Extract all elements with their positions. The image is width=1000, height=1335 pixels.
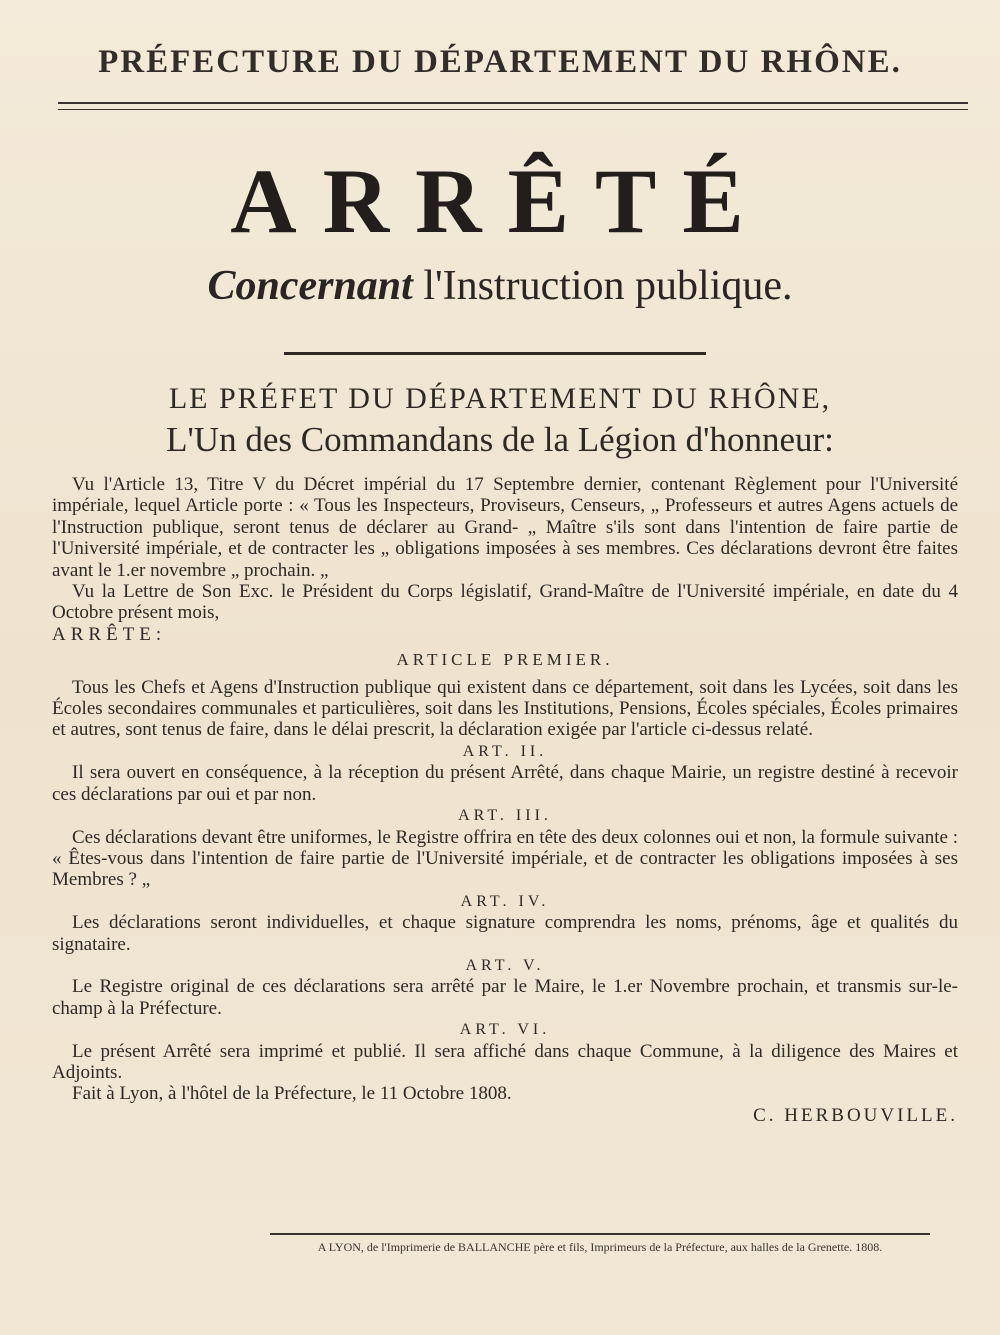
article-2-heading: ART. II.: [462, 742, 548, 760]
closing-line: Fait à Lyon, à l'hôtel de la Préfecture, le 11 Octobre 1808.: [72, 1083, 512, 1105]
article-4-text: Les déclarations seront individuelles, et chaque signature comprendra les noms, prénoms, âge et qualités du signataire.: [52, 912, 958, 955]
article-6-text: Le présent Arrêté sera imprimé et publié. Il sera affiché dans chaque Commune, à la diligence des Maires et Adjoints.: [52, 1040, 958, 1083]
subtitle-italic: Concernant: [207, 263, 413, 309]
article-1-heading: ARTICLE PREMIER.: [396, 650, 614, 670]
preamble-paragraph-2: Vu la Lettre de Son Exc. le Président du Corps législatif, Grand-Maître de l'Université impériale, en date du 4 Octobre présent mois,: [52, 581, 958, 624]
prefecture-header: PRÉFECTURE DU DÉPARTEMENT DU RHÔNE.: [98, 44, 902, 80]
preamble-paragraph-1: Vu l'Article 13, Titre V du Décret impérial du 17 Septembre dernier, contenant Règlement pour l'Université impériale, lequel Article porte : « Tous les Inspecteurs, Proviseurs, Censeurs, „ Professeurs et autres Agens actuels de l'Instruction publique, seront tenus de déclarer au Grand- „ Maître s'ils sont dans l'intention de faire partie de l'Université impériale, et de contracter les „ obligations imposées à ses membres. Ces déclarations devront être faites avant le 1.er novembre „ prochain. „: [52, 474, 958, 581]
article-6-heading: ART. VI.: [459, 1021, 551, 1039]
prefet-line: LE PRÉFET DU DÉPARTEMENT DU RHÔNE,: [168, 382, 832, 415]
article-3-heading: ART. III.: [458, 807, 552, 825]
decree-body: [52, 474, 958, 1126]
arrete-word: ARRÊTE:: [52, 623, 167, 645]
article-4-heading: ART. IV.: [460, 892, 550, 910]
footer-rule: [270, 1233, 930, 1235]
article-3-text: Ces déclarations devant être uniformes, le Registre offrira en tête des deux colonnes oui et non, la formule suivante : « Êtes-vous dans l'intention de faire partie de l'Université impériale, et de contracter les obligations imposées à ses Membres ? „: [52, 826, 958, 891]
article-5-heading: ART. V.: [465, 956, 545, 974]
article-2-text: Il sera ouvert en conséquence, à la réception du présent Arrêté, dans chaque Mairie, un registre destiné à recevoir ces déclarations par oui et par non.: [52, 762, 958, 805]
article-5-text: Le Registre original de ces déclarations sera arrêté par le Maire, le 1.er Novembre prochain, et transmis sur-le-champ à la Préfecture.: [52, 976, 958, 1019]
arrete-title: ARRÊTÉ: [230, 150, 770, 252]
printer-imprint: A LYON, de l'Imprimerie de BALLANCHE père et fils, Imprimeurs de la Préfecture, aux halles de la Grenette. 1808.: [317, 1240, 883, 1254]
subtitle: [0, 262, 1000, 310]
header-rule: [58, 102, 968, 110]
commandant-line: L'Un des Commandans de la Légion d'honneur:: [166, 420, 834, 459]
subtitle-rest: l'Instruction publique.: [412, 263, 793, 309]
article-1-text: Tous les Chefs et Agens d'Instruction publique qui existent dans ce département, soit dans les Lycées, soit dans les Écoles secondaires communales et particulières, soit dans les Institutions, Pensions, Écoles spéciales, Écoles primaires et autres, sont tenus de faire, dans le délai prescrit, la déclaration exigée par l'article ci-dessus relaté.: [52, 676, 958, 741]
signature: C. HERBOUVILLE.: [753, 1104, 958, 1126]
title-rule: [284, 352, 706, 355]
